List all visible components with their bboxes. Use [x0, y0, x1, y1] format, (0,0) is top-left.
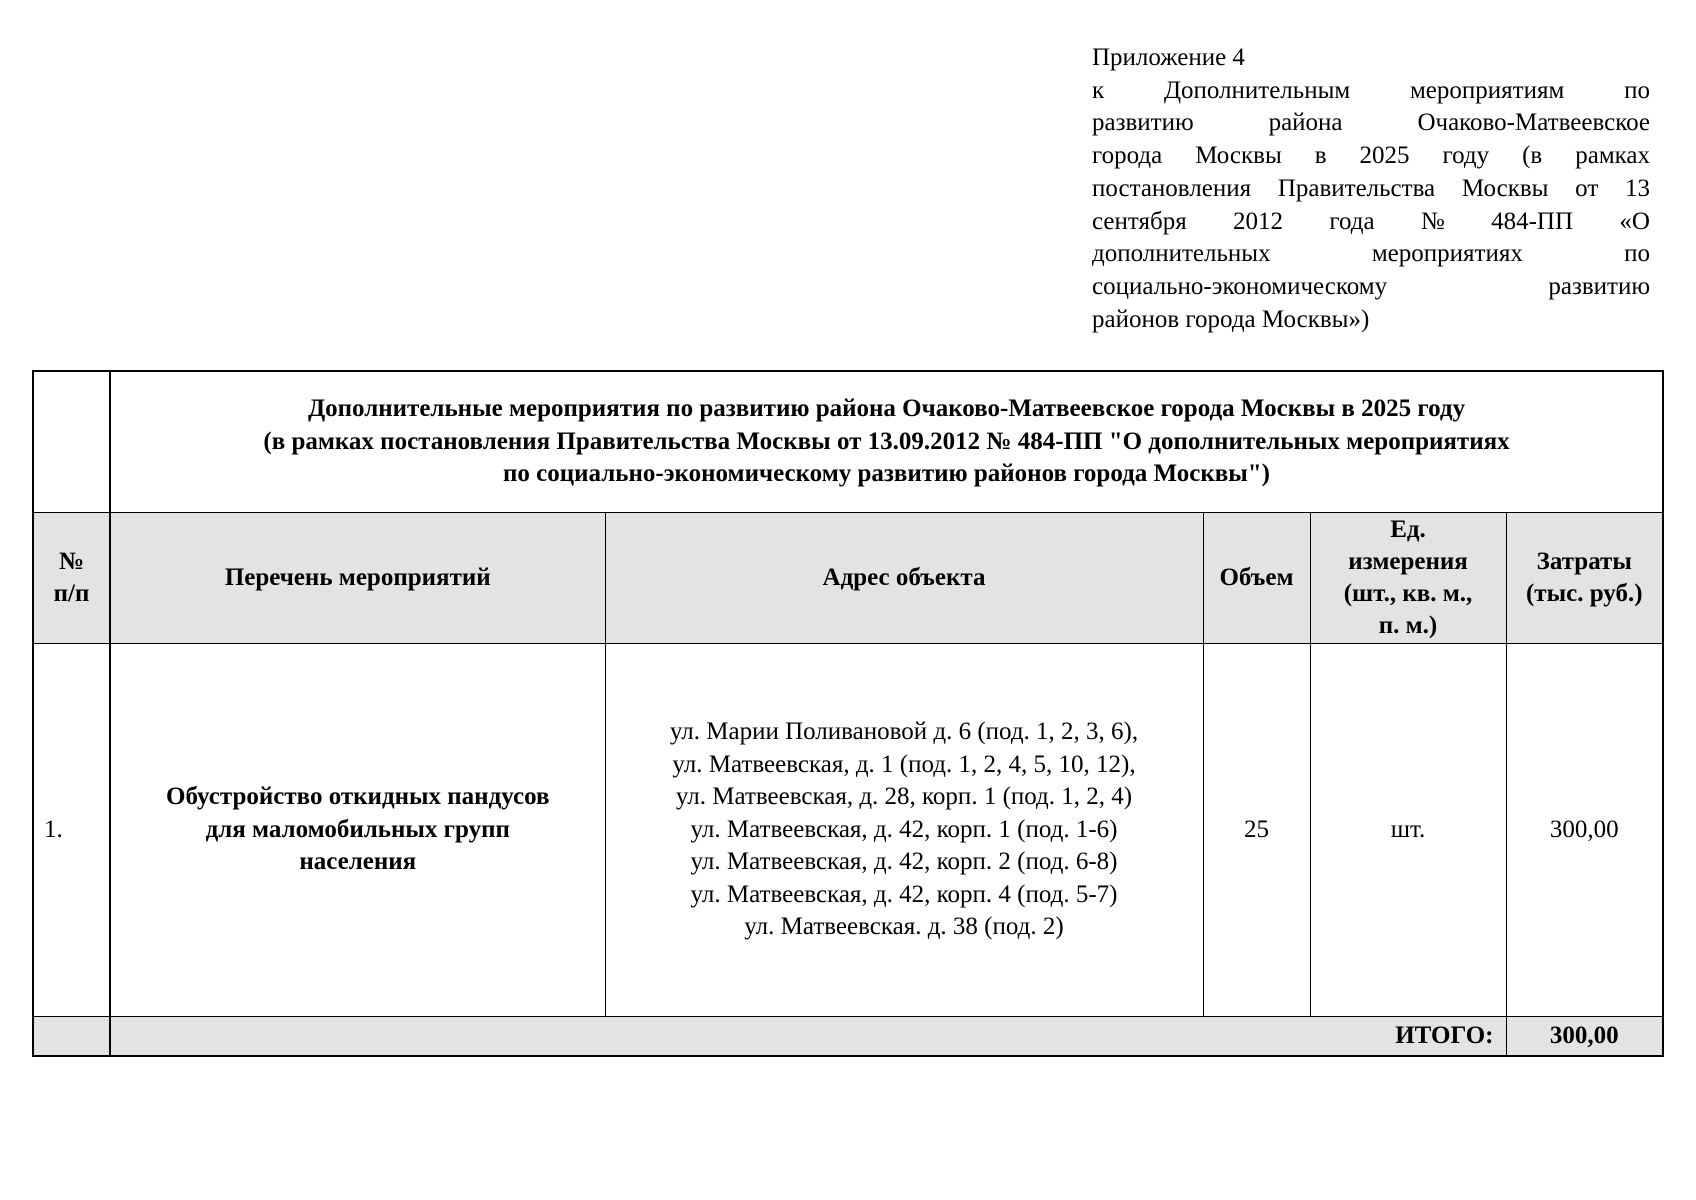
appendix-word: году	[1442, 142, 1490, 170]
address-line: ул. Матвеевская, д. 28, корп. 1 (под. 1, 2, 4)	[675, 783, 1133, 811]
measures-table	[32, 370, 1664, 1057]
header-num	[33, 513, 110, 644]
table-header-row	[33, 513, 1663, 644]
appendix-word: 2012	[1233, 207, 1284, 235]
appendix-line	[1092, 271, 1650, 304]
measure-name-line: Обустройство откидных пандусов	[166, 783, 550, 811]
appendix-line	[1092, 173, 1650, 206]
appendix-word: Дополнительным	[1163, 76, 1351, 104]
appendix-word: Москвы	[1461, 174, 1549, 202]
appendix-word: (в	[1522, 142, 1543, 170]
title-empty-cell	[33, 371, 110, 513]
appendix-word: года	[1329, 207, 1375, 235]
header-cost	[1506, 513, 1663, 644]
appendix-word: от	[1575, 174, 1599, 202]
total-empty-cell	[33, 1017, 110, 1057]
header-num-line: №	[58, 548, 85, 575]
appendix-title: Приложение 4	[1092, 44, 1245, 71]
appendix-word: дополнительных	[1092, 240, 1271, 268]
table-title-row	[33, 371, 1663, 513]
appendix-line	[1092, 75, 1650, 108]
total-value: 300,00	[1506, 1017, 1663, 1057]
appendix-line	[1092, 238, 1650, 271]
header-unit-line: Ед.	[1390, 516, 1426, 543]
appendix-word: мероприятиям	[1409, 76, 1565, 104]
address-line: ул. Марии Поливановой д. 6 (под. 1, 2, 3, 6),	[669, 717, 1139, 745]
appendix-word: постановления	[1092, 174, 1252, 202]
measure-name-line: для маломобильных групп	[205, 815, 510, 843]
appendix-word: 13	[1625, 174, 1650, 202]
header-name: Перечень мероприятий	[110, 513, 605, 644]
appendix-word: по	[1624, 240, 1650, 268]
appendix-line	[1092, 304, 1650, 337]
appendix-word: в	[1314, 142, 1327, 170]
address-line: ул. Матвеевская, д. 42, корп. 4 (под. 5-7)	[690, 880, 1118, 908]
header-unit-line: п. м.)	[1378, 612, 1438, 639]
table-total-row	[33, 1017, 1663, 1057]
measure-name-line: населения	[299, 848, 417, 876]
address-line: ул. Матвеевская. д. 38 (под. 2)	[744, 913, 1064, 941]
address-line: ул. Матвеевская, д. 42, корп. 1 (под. 1-6)	[690, 815, 1118, 843]
row-cost: 300,00	[1506, 644, 1663, 1017]
appendix-word: города	[1092, 142, 1163, 170]
appendix-word: по	[1624, 76, 1650, 104]
address-line: ул. Матвеевская, д. 42, корп. 2 (под. 6-8)	[690, 848, 1118, 876]
row-volume: 25	[1203, 644, 1310, 1017]
row-measure-name	[110, 644, 605, 1017]
header-unit	[1310, 513, 1506, 644]
appendix-word: развитию	[1548, 272, 1650, 300]
address-line: ул. Матвеевская, д. 1 (под. 1, 2, 4, 5, 10, 12),	[672, 750, 1136, 778]
table-title-line: по социально-экономическому развитию районов города Москвы")	[503, 460, 1271, 488]
appendix-line	[1092, 140, 1650, 173]
header-volume: Объем	[1203, 513, 1310, 644]
appendix-word: к	[1092, 76, 1105, 104]
appendix-word: Москвы	[1195, 142, 1282, 170]
appendix-word: 484-ПП	[1491, 207, 1574, 235]
row-unit: шт.	[1310, 644, 1506, 1017]
appendix-word: развитию	[1092, 109, 1194, 137]
appendix-line	[1092, 107, 1650, 140]
row-address	[605, 644, 1203, 1017]
appendix-word: района	[1268, 109, 1343, 137]
header-unit-line: (шт., кв. м.,	[1343, 580, 1473, 607]
appendix-line	[1092, 206, 1650, 239]
table-title	[110, 371, 1663, 513]
appendix-block	[1092, 42, 1650, 336]
appendix-word: сентября	[1092, 207, 1187, 235]
appendix-word: социально-экономическому	[1092, 272, 1388, 300]
header-cost-line: Затраты	[1536, 548, 1632, 575]
appendix-word: мероприятиях	[1371, 240, 1523, 268]
total-label: ИТОГО:	[110, 1017, 1506, 1057]
table-title-line: (в рамках постановления Правительства Москвы от 13.09.2012 № 484-ПП "О дополнительных мероприятиях	[263, 427, 1510, 455]
table-title-line: Дополнительные мероприятия по развитию района Очаково-Матвеевское города Москвы в 2025 году	[307, 395, 1466, 423]
appendix-word: №	[1420, 207, 1445, 235]
appendix-word: 2025	[1359, 142, 1410, 170]
appendix-word: Правительства	[1277, 174, 1436, 202]
header-num-line: п/п	[53, 580, 90, 607]
header-cost-line: (тыс. руб.)	[1525, 580, 1643, 607]
appendix-word: районов города Москвы»)	[1092, 305, 1370, 333]
table-row	[33, 644, 1663, 1017]
row-number: 1.	[33, 644, 110, 1017]
appendix-word: Очаково-Матвеевское	[1417, 109, 1650, 137]
appendix-word: «О	[1619, 207, 1650, 235]
appendix-text	[1092, 75, 1650, 337]
header-unit-line: измерения	[1348, 548, 1468, 575]
appendix-word: рамках	[1575, 142, 1650, 170]
header-address: Адрес объекта	[605, 513, 1203, 644]
